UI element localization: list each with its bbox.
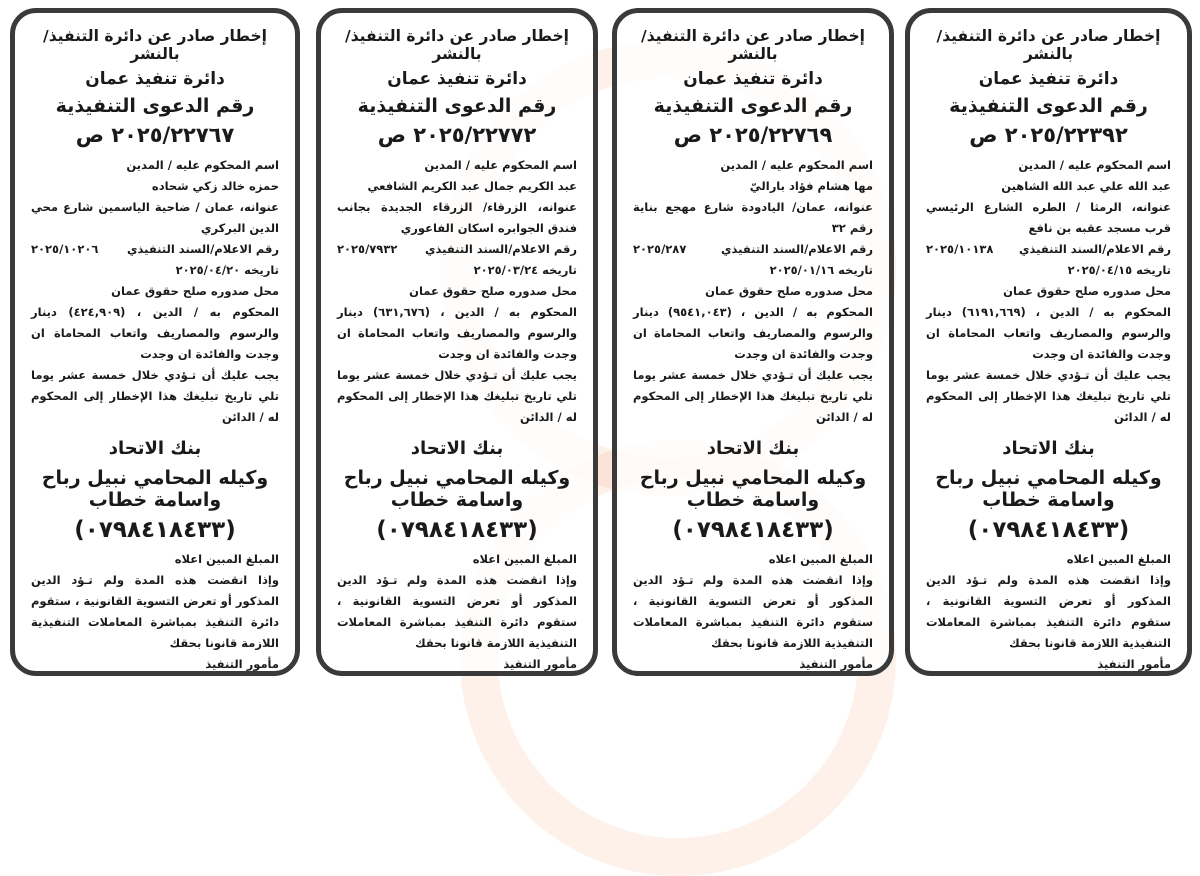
signature: مأمور التنفيذ — [205, 657, 279, 671]
creditor: بنك الاتحاد — [1002, 438, 1095, 459]
ruling-label: رقم الاعلام/السند التنفيذي — [425, 242, 577, 256]
date-row — [633, 260, 873, 281]
case-label: رقم الدعوى التنفيذية — [949, 95, 1148, 117]
ruling-number: ٢٠٢٥/٢٨٧ — [633, 242, 687, 256]
creditor: بنك الاتحاد — [108, 438, 202, 459]
execution-notice — [316, 8, 598, 676]
ruling-number: ٢٠٢٥/٧٩٣٢ — [337, 242, 398, 256]
agent: وكيله المحامي نبيل رباح واسامة خطاب — [343, 467, 571, 511]
signature: مأمور التنفيذ — [503, 657, 577, 671]
execution-notice — [905, 8, 1192, 676]
ruling-number: ٢٠٢٥/١٠٢٠٦ — [31, 242, 99, 256]
phone: (٠٧٩٨٤١٨٤٣٣) — [967, 517, 1130, 543]
creditor: بنك الاتحاد — [706, 438, 800, 459]
date-row — [926, 260, 1171, 281]
agent: وكيله المحامي نبيل رباح واسامة خطاب — [639, 467, 867, 511]
phone: (٠٧٩٨٤١٨٤٣٣) — [376, 517, 538, 543]
notice-title: إخطار صادر عن دائرة التنفيذ/ بالنشر — [936, 27, 1161, 63]
phone: (٠٧٩٨٤١٨٤٣٣) — [672, 517, 834, 543]
amount-note: المبلغ المبين اعلاه — [768, 552, 873, 566]
amount: المحكوم به / الدين ، (٩٥٤١,٠٤٣) دينار والرسوم والمصاريف واتعاب المحاماة ان وجدت والفائدة ان وجدت — [633, 305, 873, 361]
ruling-row — [633, 239, 873, 260]
debtor-name: عبد الكريم جمال عبد الكريم الشافعي — [367, 179, 577, 193]
debtor-label: اسم المحكوم عليه / المدين — [126, 158, 279, 172]
debtor-address: عنوانه، الزرقاء/ الزرقاء الجديدة بجانب فندق الجوابره اسكان الفاعوري — [337, 200, 577, 235]
ruling-label: رقم الاعلام/السند التنفيذي — [721, 242, 873, 256]
closing: وإذا انقضت هذه المدة ولم تـؤد الدين المذكور أو تعرض التسوية القانونية ، ستقوم دائرة التنفيذ بمباشرة المعاملات التنفيذية اللازمة قانونا بحقك — [633, 573, 873, 650]
date-label: تاريخه — [838, 263, 873, 277]
issued-at: محل صدوره صلح حقوق عمان — [111, 284, 279, 298]
ruling-date: ٢٠٢٥/٠٣/٢٤ — [473, 263, 539, 277]
debtor-label: اسم المحكوم عليه / المدين — [1018, 158, 1171, 172]
amount: المحكوم به / الدين ، (٦٣١,٦٧٦) دينار والرسوم والمصاريف واتعاب المحاماة ان وجدت والفائدة ان وجدت — [337, 305, 577, 361]
amount-note: المبلغ المبين اعلاه — [472, 552, 577, 566]
ruling-date: ٢٠٢٥/٠٤/٢٠ — [175, 263, 241, 277]
signature: مأمور التنفيذ — [1097, 657, 1171, 671]
date-label: تاريخه — [1136, 263, 1171, 277]
closing: وإذا انقضت هذه المدة ولم تـؤد الدين المذكور أو تعرض التسوية القانونية ، ستقوم دائرة التنفيذ بمباشرة المعاملات التنفيذية اللازمة قانونا بحقك — [926, 573, 1171, 650]
debtor-address: عنوانه، عمان/ اليادودة شارع مهجع بناية رقم ٣٢ — [633, 200, 873, 235]
department: دائرة تنفيذ عمان — [387, 69, 527, 89]
issued-at: محل صدوره صلح حقوق عمان — [409, 284, 577, 298]
debtor-name: حمزه خالد زكي شحاده — [151, 179, 279, 193]
agent: وكيله المحامي نبيل رباح واسامة خطاب — [935, 467, 1162, 511]
ruling-row — [31, 239, 279, 260]
debtor-name: عبد الله علي عبد الله الشاهين — [1001, 179, 1171, 193]
execution-notice — [612, 8, 894, 676]
date-label: تاريخه — [244, 263, 279, 277]
date-row — [337, 260, 577, 281]
notice-title: إخطار صادر عن دائرة التنفيذ/ بالنشر — [641, 27, 865, 63]
department: دائرة تنفيذ عمان — [978, 69, 1119, 89]
amount-note: المبلغ المبين اعلاه — [174, 552, 279, 566]
ruling-row — [337, 239, 577, 260]
must-pay: يجب عليك أن تـؤدي خلال خمسة عشر يوما تلي تاريخ تبليغك هذا الإخطار إلى المحكوم له / الدائن — [633, 368, 873, 424]
case-number: ٢٠٢٥/٢٢٧٦٩ ص — [673, 123, 833, 147]
agent: وكيله المحامي نبيل رباح واسامة خطاب — [41, 467, 269, 511]
case-label: رقم الدعوى التنفيذية — [55, 95, 255, 117]
closing: وإذا انقضت هذه المدة ولم تـؤد الدين المذكور أو تعرض التسوية القانونية ، ستقوم دائرة التنفيذ بمباشرة المعاملات التنفيذية اللازمة قانونا بحقك — [337, 573, 577, 650]
case-label: رقم الدعوى التنفيذية — [357, 95, 557, 117]
notice-title: إخطار صادر عن دائرة التنفيذ/ بالنشر — [43, 27, 267, 63]
case-label: رقم الدعوى التنفيذية — [653, 95, 853, 117]
must-pay: يجب عليك أن تـؤدي خلال خمسة عشر يوما تلي تاريخ تبليغك هذا الإخطار إلى المحكوم له / الدائن — [926, 368, 1171, 424]
issued-at: محل صدوره صلح حقوق عمان — [705, 284, 873, 298]
creditor: بنك الاتحاد — [410, 438, 504, 459]
phone: (٠٧٩٨٤١٨٤٣٣) — [74, 517, 236, 543]
ruling-date: ٢٠٢٥/٠١/١٦ — [769, 263, 835, 277]
closing: وإذا انقضت هذه المدة ولم تـؤد الدين المذكور أو تعرض التسوية القانونية ، ستقوم دائرة التنفيذ بمباشرة المعاملات التنفيذية اللازمة قانونا بحقك — [31, 573, 279, 650]
debtor-label: اسم المحكوم عليه / المدين — [720, 158, 873, 172]
debtor-label: اسم المحكوم عليه / المدين — [424, 158, 577, 172]
notice-title: إخطار صادر عن دائرة التنفيذ/ بالنشر — [345, 27, 569, 63]
case-number: ٢٠٢٥/٢٢٧٦٧ ص — [75, 123, 235, 147]
date-label: تاريخه — [542, 263, 577, 277]
amount: المحكوم به / الدين ، (٤٢٤,٩٠٩) دينار والرسوم والمصاريف واتعاب المحاماة ان وجدت والفائدة ان وجدت — [31, 305, 279, 361]
date-row — [31, 260, 279, 281]
issued-at: محل صدوره صلح حقوق عمان — [1003, 284, 1171, 298]
debtor-address: عنوانه، الرمثا / الطره الشارع الرئيسي قرب مسجد عقبه بن نافع — [926, 200, 1171, 235]
execution-notice — [10, 8, 300, 676]
case-number: ٢٠٢٥/٢٢٣٩٢ ص — [969, 123, 1128, 147]
ruling-date: ٢٠٢٥/٠٤/١٥ — [1067, 263, 1133, 277]
amount-note: المبلغ المبين اعلاه — [1066, 552, 1171, 566]
ruling-label: رقم الاعلام/السند التنفيذي — [127, 242, 279, 256]
amount: المحكوم به / الدين ، (٦١٩١,٦٦٩) دينار والرسوم والمصاريف واتعاب المحاماة ان وجدت والفائدة ان وجدت — [926, 305, 1171, 361]
ruling-row — [926, 239, 1171, 260]
debtor-name: مها هشام فؤاد باراليّ — [749, 179, 873, 193]
debtor-address: عنوانه، عمان / ضاحية الياسمين شارع محي الدين البركري — [31, 200, 279, 235]
must-pay: يجب عليك أن تـؤدي خلال خمسة عشر يوما تلي تاريخ تبليغك هذا الإخطار إلى المحكوم له / الدائن — [337, 368, 577, 424]
signature: مأمور التنفيذ — [799, 657, 873, 671]
case-number: ٢٠٢٥/٢٢٧٧٢ ص — [377, 123, 537, 147]
ruling-number: ٢٠٢٥/١٠١٣٨ — [926, 242, 994, 256]
ruling-label: رقم الاعلام/السند التنفيذي — [1019, 242, 1171, 256]
department: دائرة تنفيذ عمان — [683, 69, 823, 89]
department: دائرة تنفيذ عمان — [85, 69, 225, 89]
must-pay: يجب عليك أن تـؤدي خلال خمسة عشر يوما تلي تاريخ تبليغك هذا الإخطار إلى المحكوم له / الدائن — [31, 368, 279, 424]
